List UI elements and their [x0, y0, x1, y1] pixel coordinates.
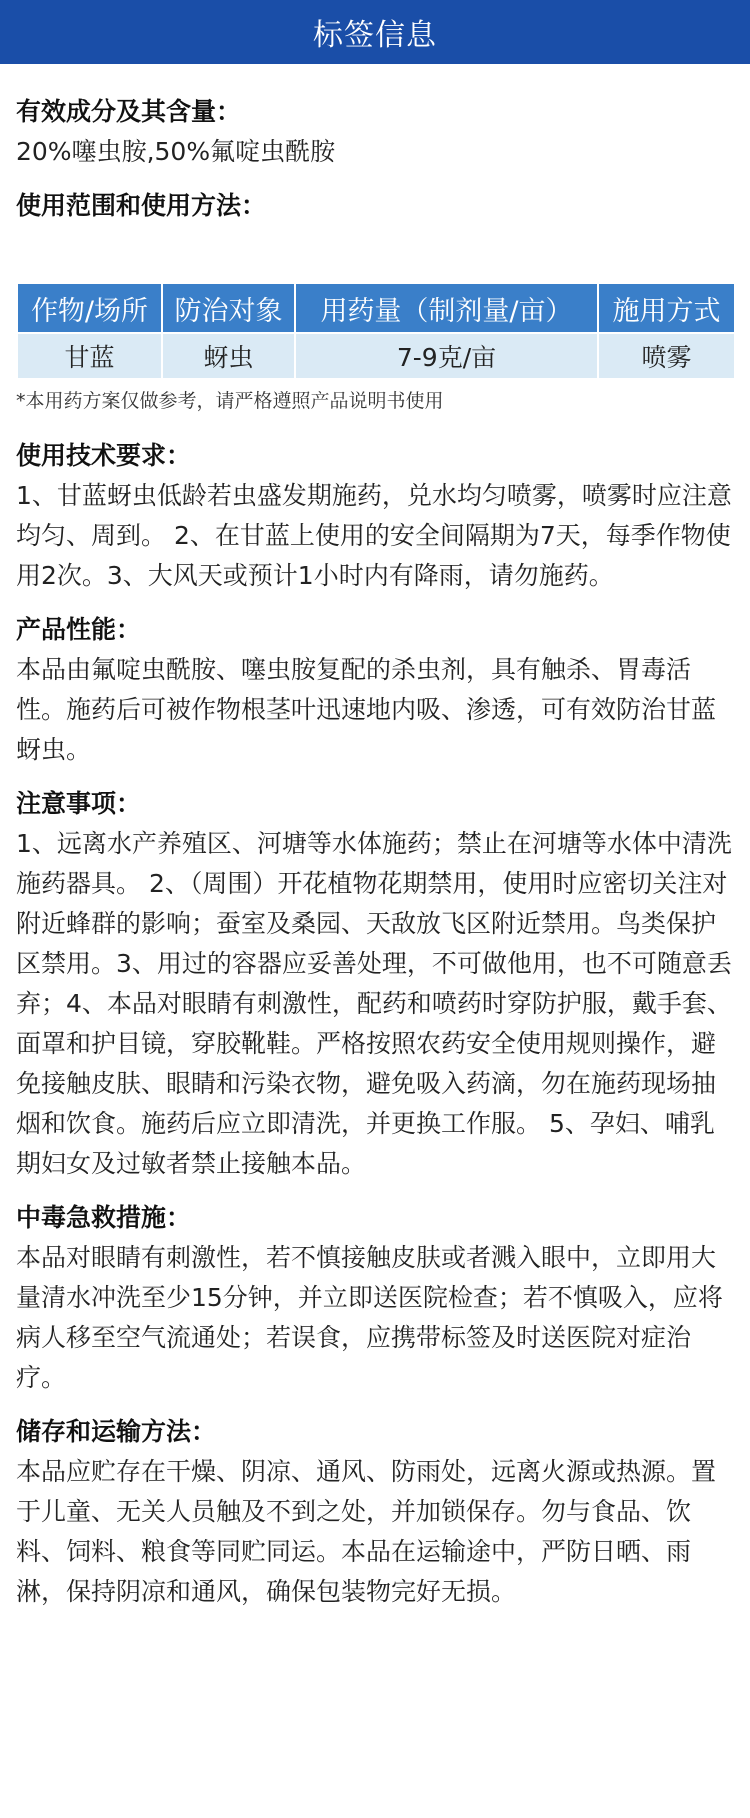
first-aid-body: 本品对眼睛有刺激性，若不慎接触皮肤或者溅入眼中，立即用大量清水冲洗至少15分钟，并立即送医院检查；若不慎吸入，应将病人移至空气流通处；若误食，应携带标签及时送医院对症治疗。 [16, 1243, 723, 1392]
page-title: 标签信息 [313, 18, 437, 53]
dosage-table [16, 282, 736, 380]
cell-dosage: 7-9克/亩 [295, 333, 598, 379]
cell-crop: 甘蓝 [17, 333, 162, 379]
usage-section [16, 186, 734, 418]
cell-method: 喷雾 [598, 333, 735, 379]
table-row [17, 333, 735, 379]
page-header [0, 0, 750, 64]
storage-body: 本品应贮存在干燥、阴凉、通风、防雨处，远离火源或热源。置于儿童、无关人员触及不到之处，并加锁保存。勿与食品、饮料、饲料、粮食等同贮同运。本品在运输途中，严防日晒、雨淋，保持阴凉和通风，确保包装物完好无损。 [16, 1457, 717, 1606]
precautions-title: 注意事项： [16, 789, 142, 818]
header-target: 防治对象 [162, 283, 295, 333]
technical-body: 1、甘蓝蚜虫低龄若虫盛发期施药，兑水均匀喷雾，喷雾时应注意均匀、周到。 2、在甘蓝上使用的安全间隔期为7天，每季作物使用2次。3、大风天或预计1小时内有降雨，请勿施药。 [16, 481, 732, 590]
label-content [0, 64, 750, 1612]
performance-title: 产品性能： [16, 615, 142, 644]
header-crop: 作物/场所 [17, 283, 162, 333]
header-dosage: 用药量（制剂量/亩） [295, 283, 598, 333]
ingredients-body: 20%噻虫胺,50%氟啶虫酰胺 [16, 137, 336, 166]
storage-title: 储存和运输方法： [16, 1417, 217, 1446]
precautions-body: 1、远离水产养殖区、河塘等水体施药；禁止在河塘等水体中清洗施药器具。 2、（周围）开花植物花期禁用，使用时应密切关注对附近蜂群的影响；蚕室及桑园、天敌放飞区附近禁用。鸟类保护区禁用。3、用过的容器应妥善处理，不可做他用，也不可随意丢弃；4、本品对眼睛有刺激性，配药和喷药时穿防护服，戴手套、面罩和护目镜，穿胶靴鞋。严格按照农药安全使用规则操作，避免接触皮肤、眼睛和污染衣物，避免吸入药滴，勿在施药现场抽烟和饮食。施药后应立即清洗，并更换工作服。 5、孕妇、哺乳期妇女及过敏者禁止接触本品。 [16, 829, 732, 1178]
ingredients-section [16, 92, 734, 172]
performance-body: 本品由氟啶虫酰胺、噻虫胺复配的杀虫剂，具有触杀、胃毒活性。施药后可被作物根茎叶迅速地内吸、渗透，可有效防治甘蓝蚜虫。 [16, 655, 717, 764]
header-method: 施用方式 [598, 283, 735, 333]
storage-section [16, 1412, 734, 1612]
dosage-table-wrap [16, 282, 734, 380]
precautions-section [16, 784, 734, 1184]
first-aid-section [16, 1198, 734, 1398]
cell-target: 蚜虫 [162, 333, 295, 379]
performance-section [16, 610, 734, 770]
usage-title: 使用范围和使用方法： [16, 191, 267, 220]
first-aid-title: 中毒急救措施： [16, 1203, 192, 1232]
dosage-table-header-row [17, 283, 735, 333]
technical-section [16, 436, 734, 596]
usage-note: *本用药方案仅做参考，请严格遵照产品说明书使用 [16, 390, 444, 412]
technical-title: 使用技术要求： [16, 441, 192, 470]
ingredients-title: 有效成分及其含量： [16, 97, 242, 126]
